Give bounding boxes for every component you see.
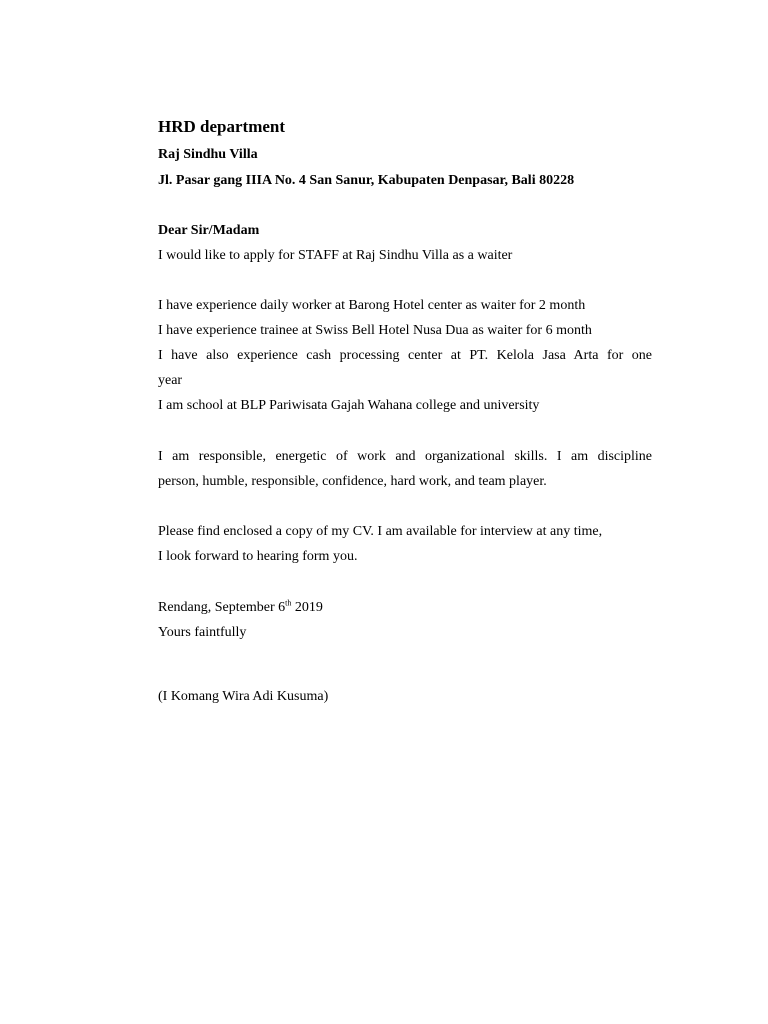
valediction: Yours faintfully — [158, 625, 247, 640]
experience-line-2: I have experience trainee at Swiss Bell Hotel Nusa Dua as waiter for 6 month — [158, 323, 592, 338]
date-prefix: Rendang, September 6 — [158, 600, 286, 615]
recipient-company: Raj Sindhu Villa — [158, 147, 258, 162]
education-line: I am school at BLP Pariwisata Gajah Wahana college and university — [158, 398, 540, 413]
experience-line-3: I have also experience cash processing center at PT. Kelola Jasa Arta for one — [158, 348, 652, 363]
experience-line-3-continued: year — [158, 373, 183, 388]
closing-line-2: I look forward to hearing form you. — [158, 549, 358, 564]
skills-line-2: person, humble, responsible, confidence, hard work, and team player. — [158, 474, 547, 489]
experience-line-1: I have experience daily worker at Barong Hotel center as waiter for 2 month — [158, 298, 586, 313]
date-ordinal-suffix: th — [285, 598, 292, 608]
intro-line: I would like to apply for STAFF at Raj Sindhu Villa as a waiter — [158, 248, 513, 263]
signature-name: (I Komang Wira Adi Kusuma) — [158, 689, 329, 704]
closing-line-1: Please find enclosed a copy of my CV. I am available for interview at any time, — [158, 524, 603, 539]
skills-line-1: I am responsible, energetic of work and organizational skills. I am discipline — [158, 449, 652, 464]
date-line — [158, 595, 323, 620]
recipient-department: HRD department — [158, 117, 286, 136]
recipient-address: Jl. Pasar gang IIIA No. 4 San Sanur, Kabupaten Denpasar, Bali 80228 — [158, 173, 575, 188]
date-year: 2019 — [291, 600, 323, 615]
salutation: Dear Sir/Madam — [158, 223, 260, 238]
